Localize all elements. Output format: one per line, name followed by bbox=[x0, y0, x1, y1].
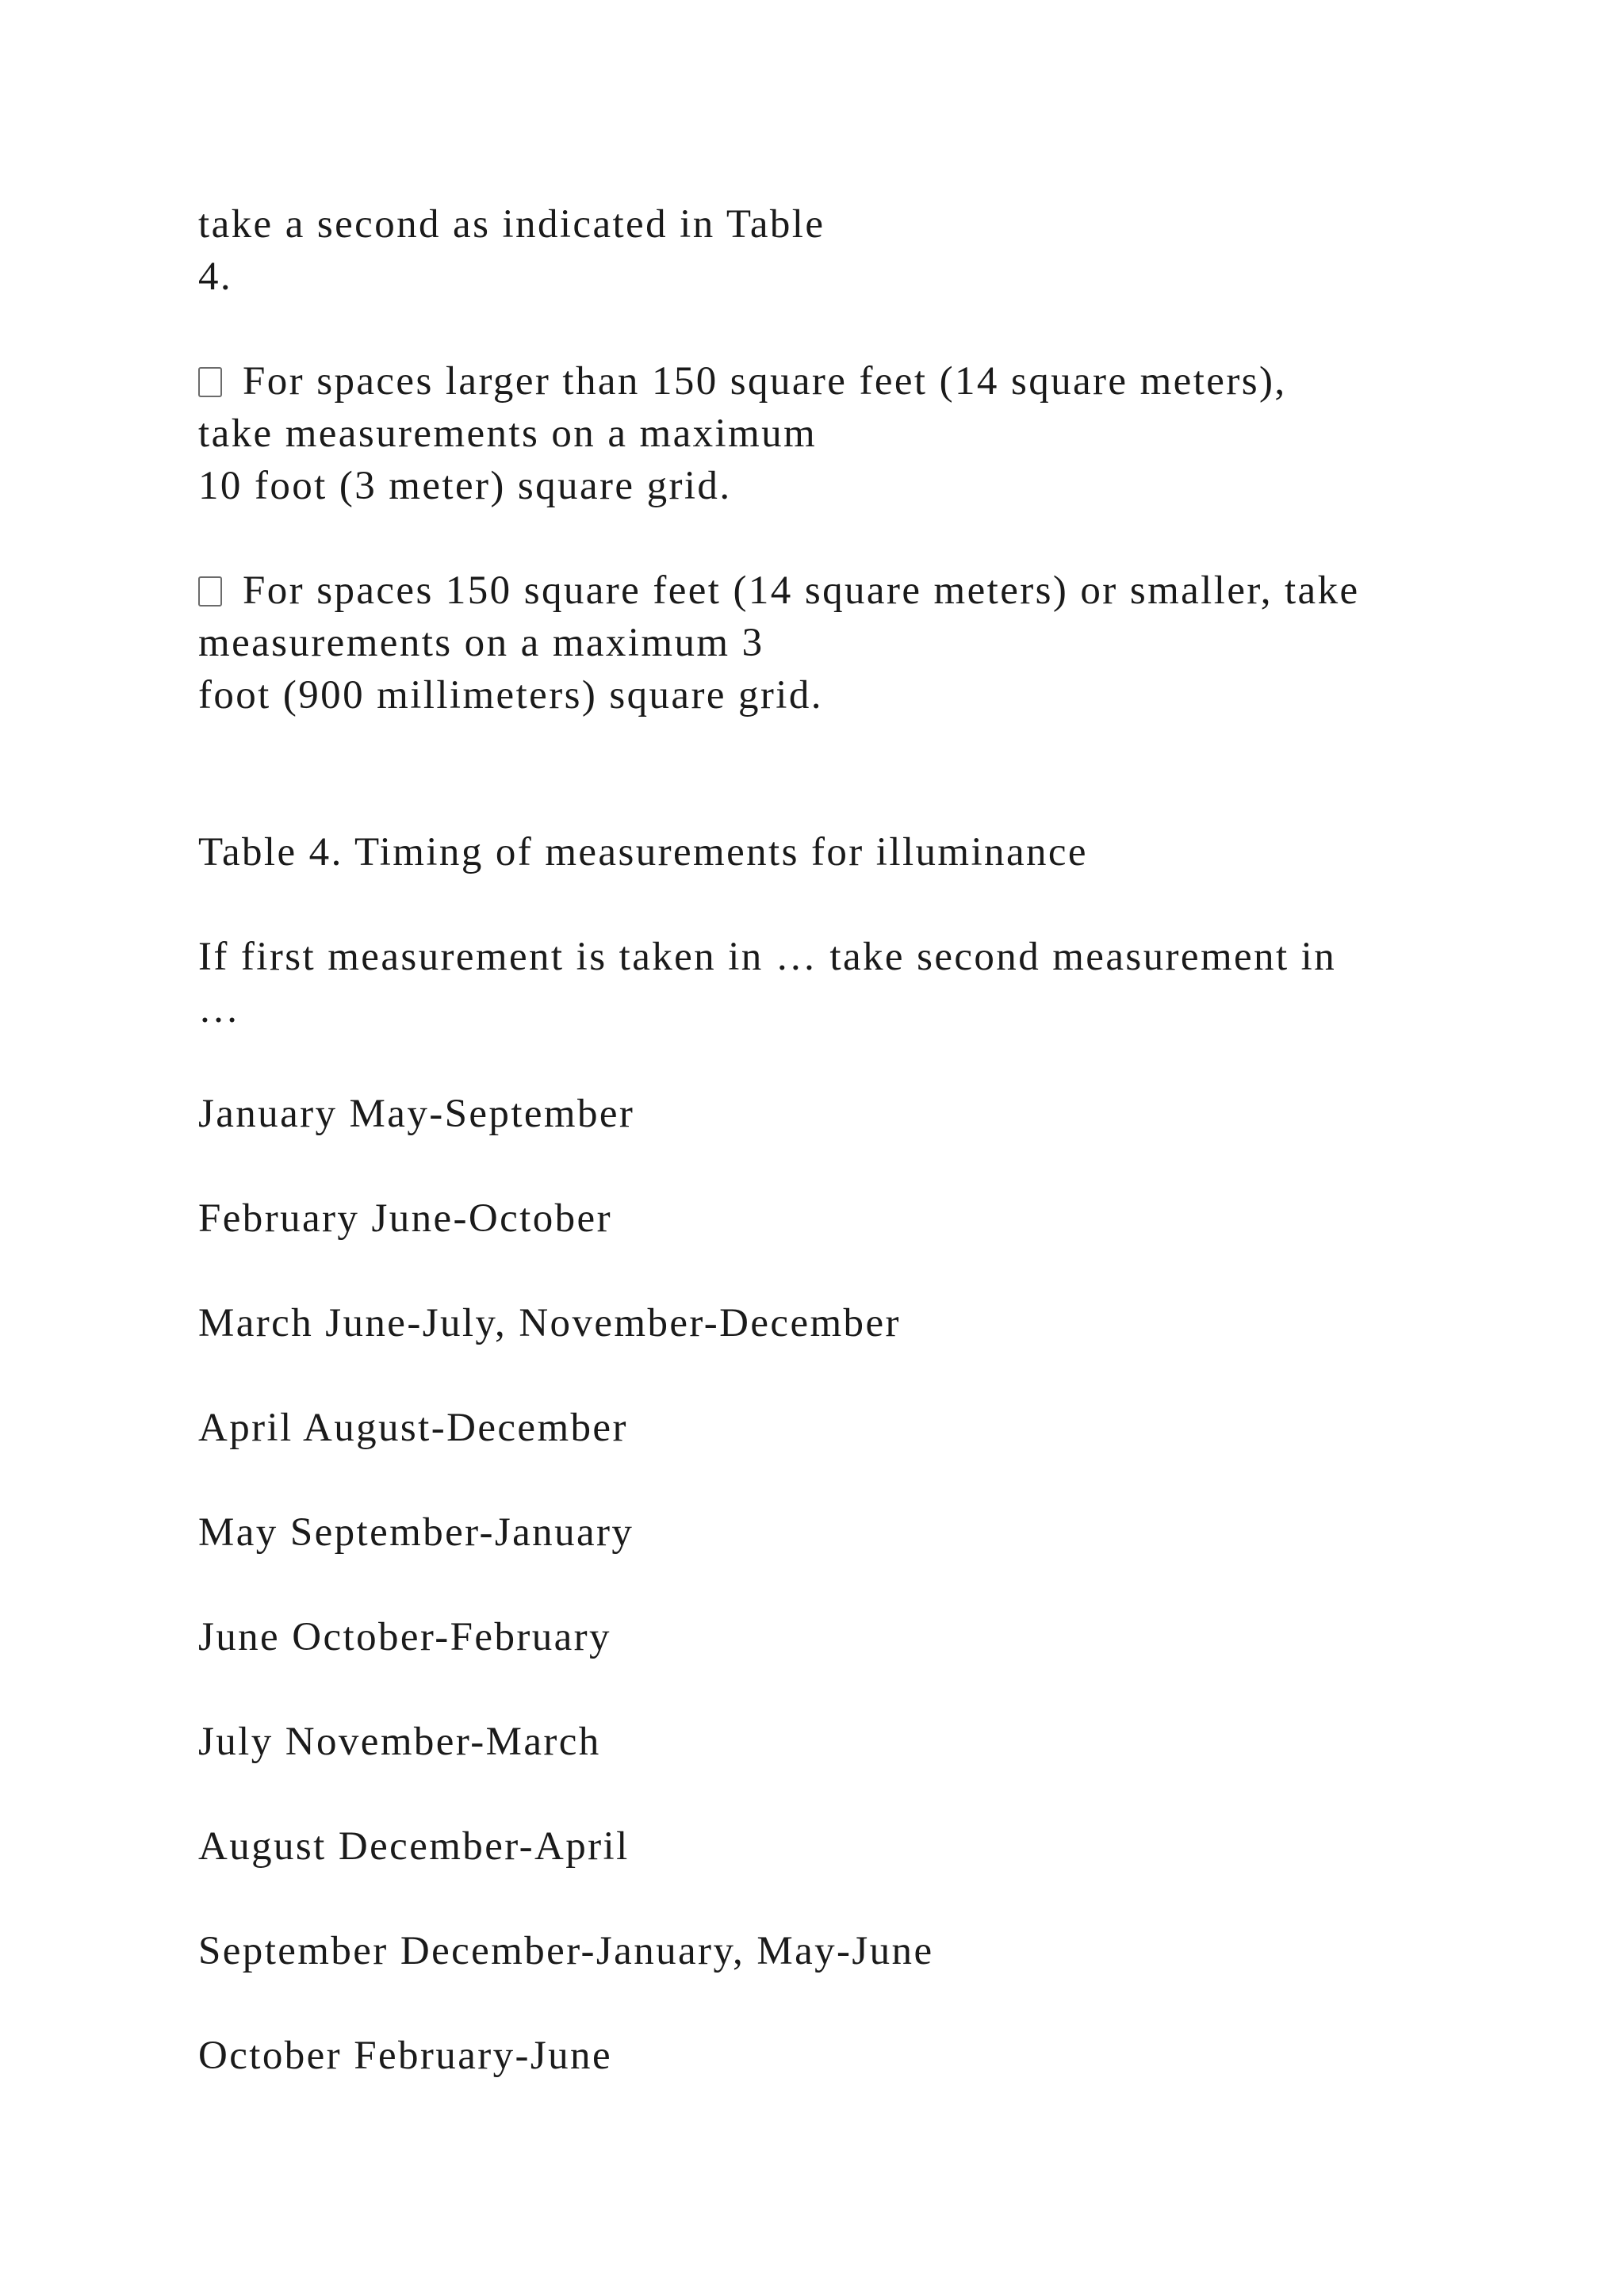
bullet-item-small-spaces bbox=[198, 564, 1467, 721]
bullet-1-line-3: 10 foot (3 meter) square grid. bbox=[198, 464, 732, 508]
intro-line-2: 4. bbox=[198, 254, 233, 299]
table-row: April August-December bbox=[198, 1406, 628, 1450]
intro-line-1: take a second as indicated in Table bbox=[198, 202, 825, 247]
missing-glyph-icon bbox=[198, 367, 222, 397]
table-row: October February-June bbox=[198, 2034, 612, 2078]
bullet-item-large-spaces bbox=[198, 355, 1467, 512]
table-header-line-2: … bbox=[198, 987, 241, 1031]
table-row: January May-September bbox=[198, 1092, 635, 1136]
table-row: August December-April bbox=[198, 1824, 630, 1869]
bullet-2-line-1: For spaces 150 square feet (14 square meters) or smaller, take bbox=[243, 568, 1360, 613]
table-row: May September-January bbox=[198, 1510, 634, 1555]
table-row: February June-October bbox=[198, 1196, 612, 1241]
table-row: June October-February bbox=[198, 1615, 611, 1659]
table-rows bbox=[198, 1088, 1467, 2082]
table-row: March June-July, November-December bbox=[198, 1301, 901, 1345]
document-page bbox=[198, 198, 1467, 2082]
missing-glyph-icon bbox=[198, 576, 222, 607]
table-row: July November-March bbox=[198, 1720, 601, 1764]
bullet-2-line-2: measurements on a maximum 3 bbox=[198, 621, 764, 665]
table-header-line-1: If first measurement is taken in … take second measurement in bbox=[198, 935, 1337, 979]
bullet-2-line-3: foot (900 millimeters) square grid. bbox=[198, 673, 823, 718]
bullet-1-line-2: take measurements on a maximum bbox=[198, 411, 818, 456]
table-row: September December-January, May-June bbox=[198, 1929, 934, 1973]
table-title: Table 4. Timing of measurements for illuminance bbox=[198, 830, 1088, 874]
bullet-1-line-1: For spaces larger than 150 square feet (14 square meters), bbox=[243, 359, 1287, 404]
